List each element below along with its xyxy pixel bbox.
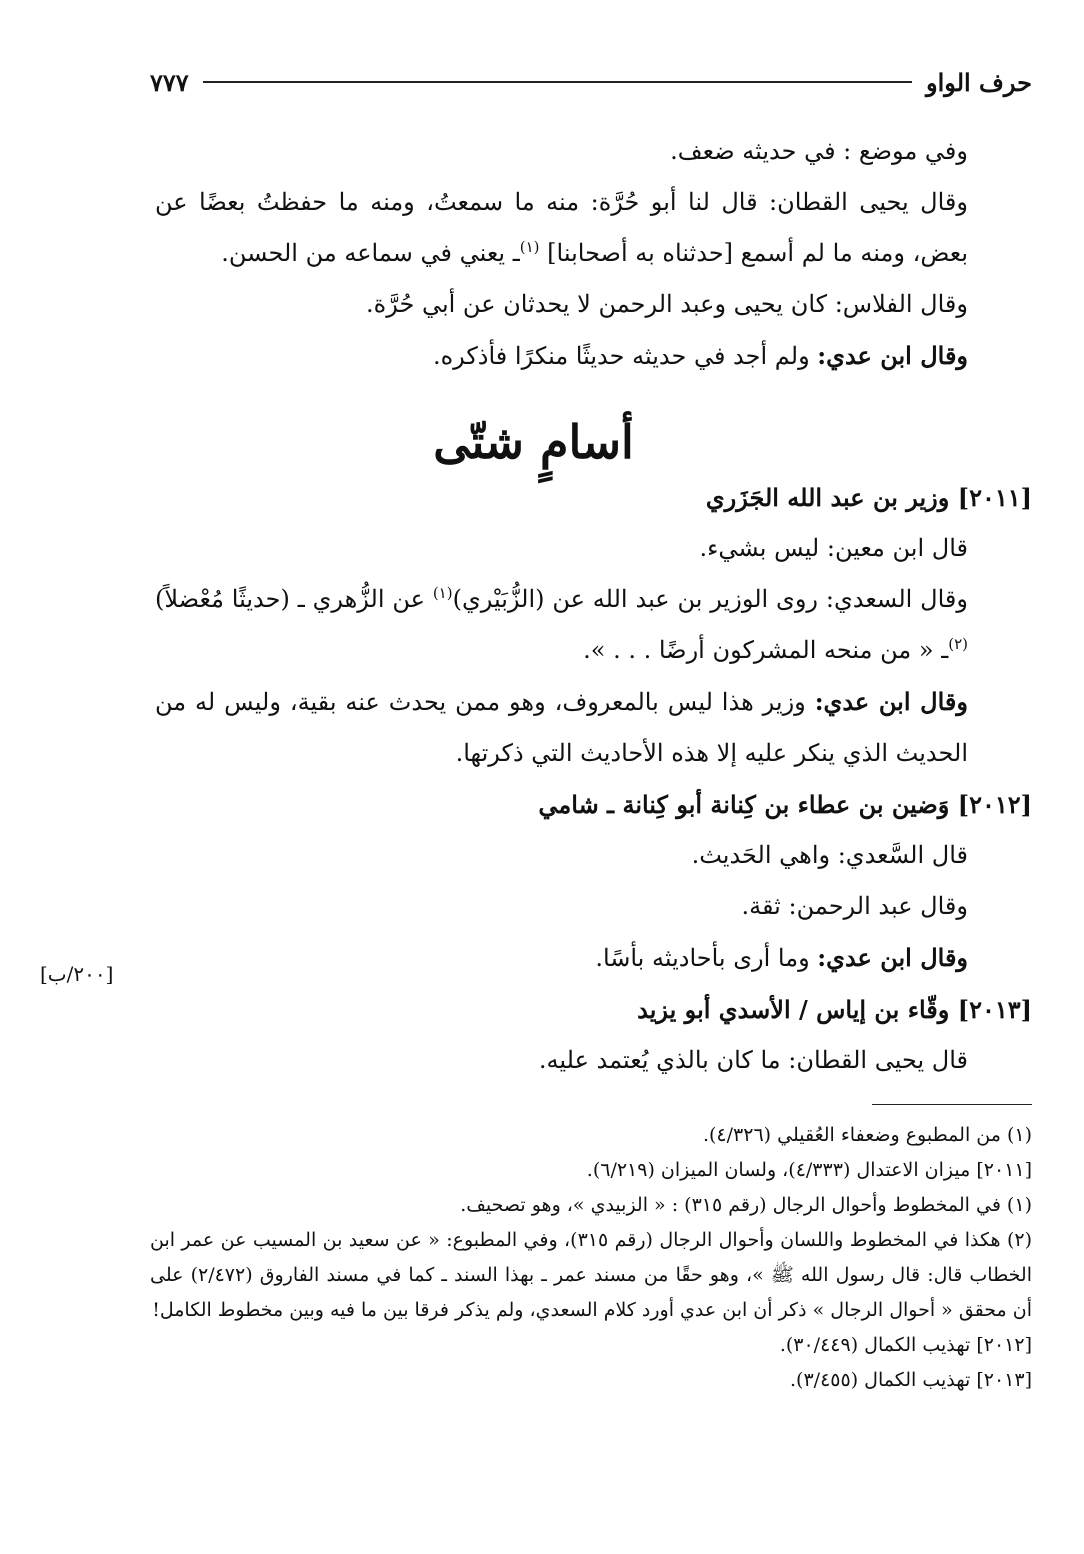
section-title: أسامٍ شتّى [433,415,634,469]
footnote-ref: (١) [519,238,540,256]
footnote-ref: (١) [432,584,453,602]
footnote-ref: (٢) [948,635,968,653]
paragraph: وقال يحيى القطان: قال لنا أبو حُرَّة: منه ما سمعتُ، ومنه ما حفظتُ بعضًا عن بعض، ومنه ما لم أسمع [حدثناه به أصحابنا] $^{(١)}$ـ يعني في سماعه من الحسن. [155,188,968,267]
paragraph: وفي موضع : في حديثه ضعف. [670,137,968,165]
paragraph: وقال ابن عدي: ولم أجد في حديثه حديثًا منكرًا فأذكره. [432,341,968,370]
running-title: حرف الواو [926,67,1032,97]
entry-heading-2013: [٢٠١٣] وقّاء بن إياس / الأسدي أبو يزيد [637,995,1032,1024]
speaker-label: وقال ابن عدي: [814,687,968,716]
running-header [150,62,1032,102]
speaker-label: وقال ابن عدي: [817,943,968,972]
footnote: [٢٠١١] ميزان الاعتدال (٤/٣٣٣)، ولسان الميزان (٦/٢١٩). [586,1159,1032,1181]
paragraph: وقال عبد الرحمن: ثقة. [741,892,968,920]
footnote: (٢) هكذا في المخطوط واللسان وأحوال الرجال (رقم ٣١٥)، وفي المطبوع: « عن سعيد بن المسيب عن عمر ابن الخطاب قال: قال رسول الله ﷺ »، وهو حقًا من مسند عمر ـ بهذا السند ـ كما في مسند الفاروق (٢/٤٧٢) على أن محقق « أحوال الرجال » ذكر أن ابن عدي أورد كلام السعدي، ولم يذكر فرقا بين ما فيه وبين مخطوط الكامل! [150,1229,1032,1321]
main-text [155,126,1032,1086]
header-rule [203,81,912,83]
manuscript-folio-note: [٢٠٠/ب] [40,962,114,986]
paragraph: قال ابن معين: ليس بشيء. [699,534,968,562]
page-number: ٧٧٧ [150,67,189,97]
entry-heading-2011: [٢٠١١] وزير بن عبد الله الجَزَري [705,483,1032,512]
paragraph: وقال الفلاس: كان يحيى وعبد الرحمن لا يحدثان عن أبي حُرَّة. [366,290,968,318]
footnotes [150,1118,1032,1398]
footnote: [٢٠١٣] تهذيب الكمال (٣/٤٥٥). [790,1369,1032,1391]
speaker-label: وقال ابن عدي: [817,341,968,370]
footnote: (١) من المطبوع وضعفاء العُقيلي (٤/٣٢٦). [702,1124,1032,1146]
footnote-divider [872,1104,1032,1105]
paragraph: وقال ابن عدي: وما أرى بأحاديثه بأسًا. [595,943,968,972]
footnote: [٢٠١٢] تهذيب الكمال (٣٠/٤٤٩). [779,1334,1032,1356]
paragraph: قال يحيى القطان: ما كان بالذي يُعتمد عليه. [538,1046,968,1074]
paragraph: قال السَّعدي: واهي الحَديث. [691,841,968,869]
paragraph: وقال ابن عدي: وزير هذا ليس بالمعروف، وهو ممن يحدث عنه بقية، وليس له من الحديث الذي ينكر عليه إلا هذه الأحاديث التي ذكرتها. [155,687,968,767]
footnote: (١) في المخطوط وأحوال الرجال (رقم ٣١٥) : « الزبيدي »، وهو تصحيف. [460,1194,1032,1216]
paragraph: وقال السعدي: روى الوزير بن عبد الله عن (الزُّبَيْري)$^{(١)}$ عن الزُّهري ـ (حديثًا مُعْضلاً) $^{(٢)}$ـ « من منحه المشركون أرضًا . . . ». [155,584,968,664]
entry-heading-2012: [٢٠١٢] وَضين بن عطاء بن كِنانة أبو كِنانة ـ شامي [538,790,1032,819]
